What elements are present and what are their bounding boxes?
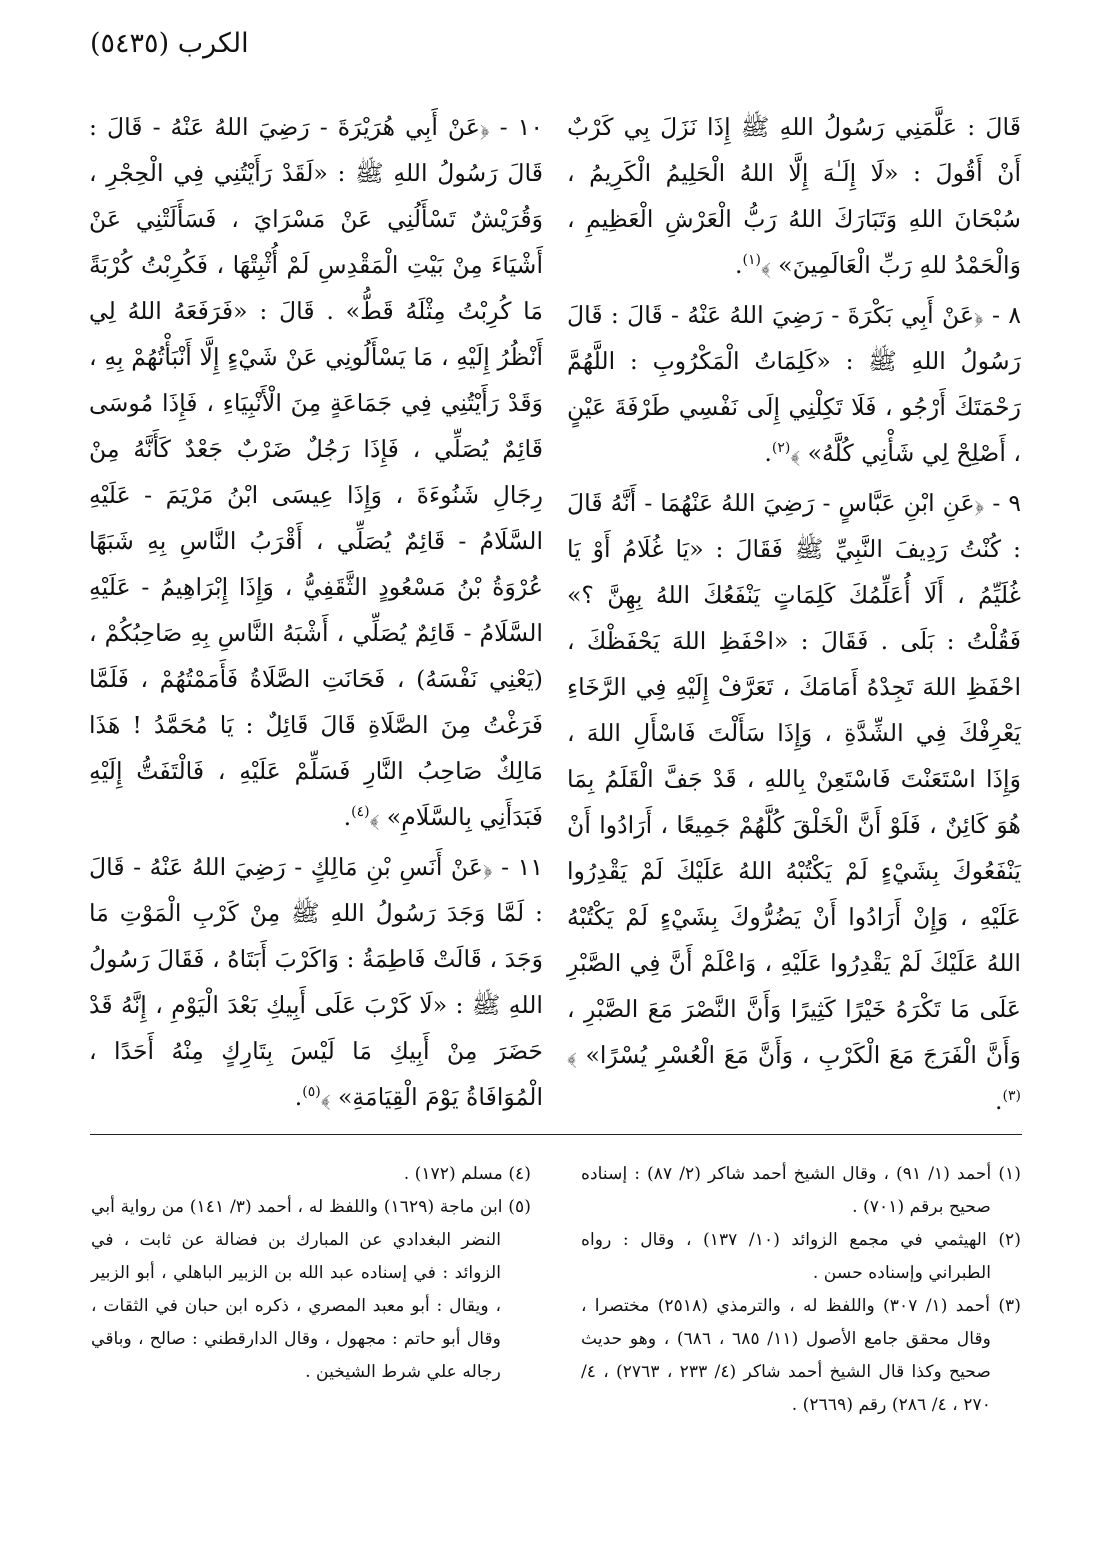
left-column (89, 104, 543, 1120)
paragraph-text: ١٠ - ﴿عَنْ أَبِي هُرَيْرَةَ - رَضِيَ اللهُ عَنْهُ - قَالَ : قَالَ رَسُولُ اللهِ ﷺ : «لَقَدْ رَأَيْتُنِي فِي الْحِجْرِ ، وَقُرَيْشٌ تَسْأَلُنِي عَنْ مَسْرَايَ ، فَسَأَلَتْنِي عَنْ أَشْيَاءَ مِنْ بَيْتِ الْمَقْدِسِ لَمْ أُثْبِتْهَا ، فَكُرِبْتُ كُرْبَةً مَا كُرِبْتُ مِثْلَهُ قَطُّ» . قَالَ : «فَرَفَعَهُ اللهُ لِي أَنْظُرُ إِلَيْهِ ، مَا يَسْأَلُونِي عَنْ شَيْءٍ إِلَّا أَنْبَأْتُهُمْ بِهِ ، وَقَدْ رَأَيْتُنِي فِي جَمَاعَةٍ مِنَ الْأَنْبِيَاءِ ، فَإِذَا مُوسَى قَائِمٌ يُصَلِّي ، فَإِذَا رَجُلٌ ضَرْبٌ جَعْدٌ كَأَنَّهُ مِنْ رِجَالِ شَنُوءَةَ ، وَإِذَا عِيسَى ابْنُ مَرْيَمَ - عَلَيْهِ السَّلَامُ - قَائِمٌ يُصَلِّي ، أَقْرَبُ النَّاسِ بِهِ شَبَهًا عُرْوَةُ بْنُ مَسْعُودٍ الثَّقَفِيُّ ، وَإِذَا إِبْرَاهِيمُ - عَلَيْهِ السَّلَامُ - قَائِمٌ يُصَلِّي ، أَشْبَهُ النَّاسِ بِهِ صَاحِبُكُمْ ، (يَعْنِي نَفْسَهُ) ، فَحَانَتِ الصَّلَاةُ فَأَمَمْتُهُمْ ، فَلَمَّا فَرَغْتُ مِنَ الصَّلَاةِ قَالَ قَائِلٌ : يَا مُحَمَّدُ ! هَذَا مَالِكٌ صَاحِبُ النَّارِ فَسَلِّمْ عَلَيْهِ ، فَالْتَفَتُّ إِلَيْهِ فَبَدَأَنِي بِالسَّلَامِ» ﴾ (89, 113, 543, 831)
paragraph (89, 104, 543, 840)
paragraph-end: . (735, 251, 743, 279)
paragraph-end: . (343, 803, 352, 831)
footnote-ref: (٥) (302, 1084, 321, 1101)
page-number: (٥٤٣٥) (90, 28, 170, 59)
footnotes-right (581, 1158, 1021, 1422)
paragraph (567, 480, 1021, 1124)
right-column (567, 104, 1021, 1124)
paragraph-end: . (995, 1087, 1003, 1115)
paragraph-text: قَالَ : عَلَّمَنِي رَسُولُ اللهِ ﷺ إِذَا نَزَلَ بِي كَرْبٌ أَنْ أَقُولَ : «لَا إِلَـٰهَ إِلَّا اللهُ الْحَلِيمُ الْكَرِيمُ ، سُبْحَانَ اللهِ وَتَبَارَكَ اللهُ رَبُّ الْعَرْشِ الْعَظِيمِ ، وَالْحَمْدُ للهِ رَبِّ الْعَالَمِينَ» ﴾ (567, 113, 1021, 279)
paragraph-text: ٨ - ﴿عَنْ أَبِي بَكْرَةَ - رَضِيَ اللهُ عَنْهُ - قَالَ : قَالَ رَسُولُ اللهِ ﷺ : «كَلِمَاتُ الْمَكْرُوبِ : اللَّهُمَّ رَحْمَتَكَ أَرْجُو ، فَلَا تَكِلْنِي إِلَى نَفْسِي طَرْفَةَ عَيْنٍ ، أَصْلِحْ لِي شَأْنِي كُلَّهُ» ﴾ (567, 301, 1021, 467)
running-title: الكرب (177, 28, 249, 59)
paragraph (567, 292, 1021, 476)
footnote: (١) أحمد (١/ ٩١) ، وقال الشيخ أحمد شاكر (٢/ ٨٧) : إسناده صحيح برقم (٧٠١) . (581, 1164, 1021, 1217)
paragraph-text: ١١ - ﴿عَنْ أَنَسِ بْنِ مَالِكٍ - رَضِيَ اللهُ عَنْهُ - قَالَ : لَمَّا وَجَدَ رَسُولُ اللهِ ﷺ مِنْ كَرْبِ الْمَوْتِ مَا وَجَدَ ، قَالَتْ فَاطِمَةُ : وَاكَرْبَ أَبَتَاهُ ، فَقَالَ رَسُولُ اللهِ ﷺ : «لَا كَرْبَ عَلَى أَبِيكِ بَعْدَ الْيَوْمِ ، إِنَّهُ قَدْ حَضَرَ مِنْ أَبِيكِ مَا لَيْسَ بِتَارِكٍ مِنْهُ أَحَدًا ، الْمُوَافَاةُ يَوْمَ الْقِيَامَةِ» ﴾ (89, 853, 543, 1111)
footnote-ref: (٢) (771, 440, 791, 457)
paragraph-end: . (764, 439, 772, 467)
footnote: (٢) الهيثمي في مجمع الزوائد (١٠/ ١٣٧) ، وقال : رواه الطبراني وإسناده حسن . (581, 1230, 1021, 1283)
footnote: (٥) ابن ماجة (١٦٢٩) واللفظ له ، أحمد (٣/ ١٤١) من رواية أبي النضر البغدادي عن المبارك بن فضالة عن ثابت ، في الزوائد : في إسناده عبد الله بن الزبير الباهلي ، أبو الزبير ، ويقال : أبو معبد المصري ، ذكره ابن حبان في الثقات ، وقال أبو حاتم : مجهول ، وقال الدارقطني : صالح ، وباقي رجاله علي شرط الشيخين . (91, 1197, 531, 1382)
footnote-ref: (١) (742, 252, 761, 269)
paragraph (89, 844, 543, 1120)
paragraph (567, 104, 1021, 288)
paragraph-text: ٩ - ﴿عَنِ ابْنِ عَبَّاسٍ - رَضِيَ اللهُ عَنْهُمَا - أَنَّهُ قَالَ : كُنْتُ رَدِيفَ النَّبِيِّ ﷺ فَقَالَ : «يَا غُلَامُ أَوْ يَا غُلَيِّمُ ، أَلَا أُعَلِّمُكَ كَلِمَاتٍ يَنْفَعُكَ اللهُ بِهِنَّ ؟» فَقُلْتُ : بَلَى . فَقَالَ : «احْفَظِ اللهَ يَحْفَظْكَ ، احْفَظِ اللهَ تَجِدْهُ أَمَامَكَ ، تَعَرَّفْ إِلَيْهِ فِي الرَّخَاءِ يَعْرِفْكَ فِي الشِّدَّةِ ، وَإِذَا سَأَلْتَ فَاسْأَلِ اللهَ ، وَإِذَا اسْتَعَنْتَ فَاسْتَعِنْ بِاللهِ ، قَدْ جَفَّ الْقَلَمُ بِمَا هُوَ كَائِنٌ ، فَلَوْ أَنَّ الْخَلْقَ كُلَّهُمْ جَمِيعًا ، أَرَادُوا أَنْ يَنْفَعُوكَ بِشَيْءٍ لَمْ يَكْتُبْهُ اللهُ عَلَيْكَ لَمْ يَقْدِرُوا عَلَيْهِ ، وَإِنْ أَرَادُوا أَنْ يَضُرُّوكَ بِشَيْءٍ لَمْ يَكْتُبْهُ اللهُ عَلَيْكَ لَمْ يَقْدِرُوا عَلَيْهِ ، وَاعْلَمْ أَنَّ فِي الصَّبْرِ عَلَى مَا تَكْرَهُ خَيْرًا كَثِيرًا وَأَنَّ النَّصْرَ مَعَ الصَّبْرِ ، وَأَنَّ الْفَرَجَ مَعَ الْكَرْبِ ، وَأَنَّ مَعَ الْعُسْرِ يُسْرًا» ﴾ (567, 489, 1021, 1069)
footnote: (٤) مسلم (١٧٢) . (403, 1164, 531, 1184)
footnote: (٣) أحمد (١/ ٣٠٧) واللفظ له ، والترمذي (٢٥١٨) مختصرا ، وقال محقق جامع الأصول (١١/ ٦٨٥ ، ٦٨٦) ، وهو حديث صحيح وكذا قال الشيخ أحمد شاكر (٤/ ٢٣٣ ، ٢٧٦٣) ، ٤/ ٢٧٠ ، ٤/ ٢٨٦) رقم (٢٦٦٩) . (581, 1296, 1021, 1415)
footnote-ref: (٤) (351, 804, 370, 821)
page-header (90, 28, 249, 59)
footnote-ref: (٣) (1002, 1088, 1021, 1105)
paragraph-end: . (294, 1083, 303, 1111)
footnote-divider (90, 1134, 1022, 1135)
footnotes-left (91, 1158, 531, 1389)
